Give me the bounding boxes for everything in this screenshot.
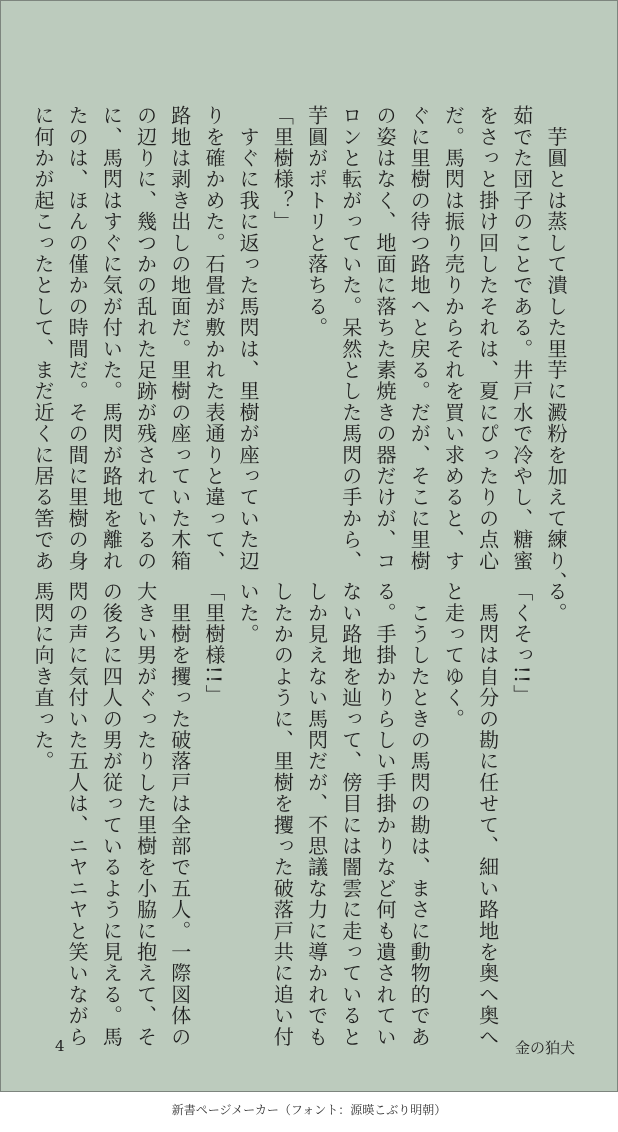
text-column: ぐに里樹の待つ路地へと戻る。だが、そこに里樹: [407, 105, 432, 572]
text-column: る。: [544, 581, 568, 624]
text-column: に何かが起こったとして、まだ近くに居る筈であ: [30, 105, 55, 572]
text-column: りを確かめた。石畳が敷かれた表通りと違って、: [201, 105, 226, 572]
text-column: 路地は剥き出しの地面だ。里樹の座っていた木箱: [167, 105, 192, 572]
text-column: る。手掛かりらしい手掛かりなど何も遺されてい: [372, 581, 397, 1048]
text-column: 茹でた団子のことである。井戸水で冷やし、糖蜜: [509, 105, 534, 572]
text-column: すぐに我に返った馬閃は、里樹が座っていた辺: [236, 105, 261, 572]
upper-text-block: [26, 105, 573, 593]
text-column: しか見えない馬閃だが、不思議な力に導かれでも: [304, 581, 329, 1048]
text-column: 「里樹様!!」: [201, 581, 226, 706]
text-column: をさっと掛け回したそれは、夏にぴったりの点心: [475, 105, 500, 572]
text-column: に、馬閃はすぐに気が付いた。馬閃が路地を離れ: [99, 105, 124, 572]
text-column: の辺りに、幾つかの乱れた足跡が残されているの: [133, 105, 158, 572]
running-title: 金の狛犬: [514, 1039, 575, 1057]
text-column: 芋圓とは蒸して潰した里芋に澱粉を加えて練り、: [544, 105, 568, 593]
text-column: ない路地を辿って、傍目には闇雲に走っていると: [338, 581, 363, 1048]
lower-text-block: [26, 581, 573, 1047]
text-column: だ。馬閃は振り売りからそれを買い求めると、す: [441, 105, 466, 572]
text-column: 芋圓がポトリと落ちる。: [304, 105, 329, 339]
text-column: 「里樹様？」: [270, 105, 295, 233]
text-column: したかのように、里樹を攫った破落戸共に追い付: [270, 581, 295, 1048]
text-column: 馬閃は自分の勘に任せて、細い路地を奥へ奥へ: [475, 581, 500, 1048]
text-column: と走ってゆく。: [441, 581, 466, 730]
text-column: の後ろに四人の男が従っているように見える。馬: [99, 581, 124, 1048]
text-column: 「くそっ!!」: [509, 581, 534, 706]
text-column: いた。: [236, 581, 261, 645]
text-column: たのは、ほんの僅かの時間だ。その間に里樹の身: [65, 105, 90, 572]
text-column: 馬閃に向き直った。: [30, 581, 55, 772]
text-column: の姿はなく、地面に落ちた素焼きの器だけが、コ: [372, 105, 397, 572]
page-number: 4: [55, 1037, 65, 1055]
text-column: こうしたときの馬閃の勘は、まさに動物的であ: [407, 581, 432, 1048]
generator-credit: 新書ページメーカー（フォント：源暎こぶり明朝）: [171, 1103, 447, 1117]
text-column: ロンと転がっていた。呆然とした馬閃の手から、: [338, 105, 363, 572]
text-column: 大きい男がぐったりした里樹を小脇に抱えて、そ: [133, 581, 158, 1048]
text-column: 里樹を攫った破落戸は全部で五人。一際図体の: [167, 581, 192, 1048]
text-column: 閃の声に気付いた五人は、ニヤニヤと笑いながら: [65, 581, 90, 1048]
